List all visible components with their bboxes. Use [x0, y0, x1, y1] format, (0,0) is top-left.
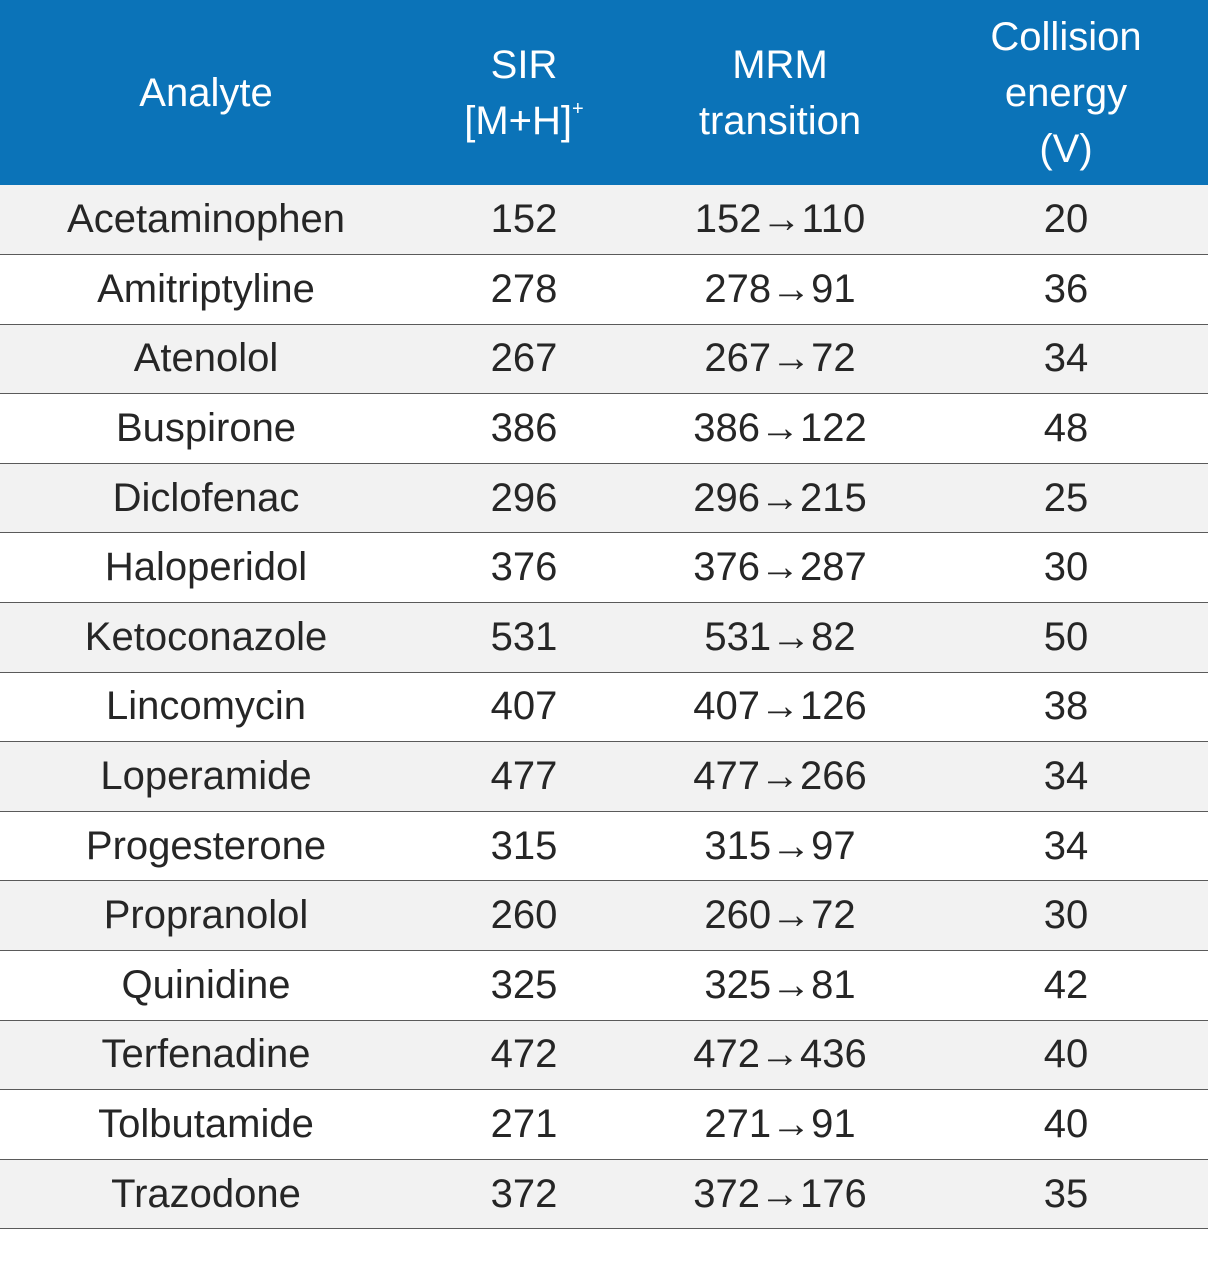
table-row	[0, 324, 1208, 394]
cell-collision-energy: 35	[924, 1159, 1208, 1229]
cell-mrm: 271→91	[636, 1090, 924, 1160]
cell-sir: 296	[412, 463, 636, 533]
cell-collision-energy: 34	[924, 324, 1208, 394]
cell-mrm: 372→176	[636, 1159, 924, 1229]
cell-analyte: Terfenadine	[0, 1020, 412, 1090]
table-row	[0, 951, 1208, 1021]
cell-mrm: 325→81	[636, 951, 924, 1021]
cell-mrm: 531→82	[636, 603, 924, 673]
cell-analyte: Propranolol	[0, 881, 412, 951]
table-row	[0, 1090, 1208, 1160]
cell-mrm: 267→72	[636, 324, 924, 394]
cell-sir: 278	[412, 255, 636, 325]
table-body	[0, 185, 1208, 1229]
header-analyte-label: Analyte	[139, 70, 273, 115]
cell-sir: 531	[412, 603, 636, 673]
cell-sir: 477	[412, 742, 636, 812]
cell-collision-energy: 30	[924, 533, 1208, 603]
table-row	[0, 672, 1208, 742]
cell-collision-energy: 50	[924, 603, 1208, 673]
cell-sir: 407	[412, 672, 636, 742]
cell-analyte: Amitriptyline	[0, 255, 412, 325]
cell-collision-energy: 34	[924, 811, 1208, 881]
cell-mrm: 315→97	[636, 811, 924, 881]
cell-analyte: Tolbutamide	[0, 1090, 412, 1160]
cell-analyte: Loperamide	[0, 742, 412, 812]
cell-analyte: Diclofenac	[0, 463, 412, 533]
header-mrm-line1: MRM	[732, 42, 828, 87]
header-ce-line3: (V)	[1039, 126, 1093, 171]
cell-collision-energy: 40	[924, 1020, 1208, 1090]
cell-collision-energy: 30	[924, 881, 1208, 951]
cell-analyte: Trazodone	[0, 1159, 412, 1229]
header-collision-energy	[924, 0, 1208, 185]
cell-mrm: 152→110	[636, 185, 924, 255]
cell-sir: 325	[412, 951, 636, 1021]
cell-collision-energy: 36	[924, 255, 1208, 325]
table-row	[0, 255, 1208, 325]
header-ce-line2: energy	[1004, 70, 1128, 115]
cell-analyte: Haloperidol	[0, 533, 412, 603]
cell-sir: 372	[412, 1159, 636, 1229]
cell-mrm: 376→287	[636, 533, 924, 603]
cell-analyte: Atenolol	[0, 324, 412, 394]
cell-collision-energy: 42	[924, 951, 1208, 1021]
cell-sir: 472	[412, 1020, 636, 1090]
cell-analyte: Ketoconazole	[0, 603, 412, 673]
header-mrm-line2: transition	[698, 98, 862, 143]
cell-collision-energy: 25	[924, 463, 1208, 533]
header-sir-ion: [M+H]	[464, 98, 573, 143]
header-ce-line1: Collision	[990, 14, 1142, 59]
cell-mrm: 472→436	[636, 1020, 924, 1090]
cell-mrm: 296→215	[636, 463, 924, 533]
cell-sir: 267	[412, 324, 636, 394]
header-mrm	[636, 0, 924, 185]
cell-mrm: 477→266	[636, 742, 924, 812]
cell-collision-energy: 48	[924, 394, 1208, 464]
cell-sir: 152	[412, 185, 636, 255]
table-row	[0, 1159, 1208, 1229]
cell-collision-energy: 40	[924, 1090, 1208, 1160]
table-row	[0, 742, 1208, 812]
header-sir-charge: +	[572, 97, 584, 120]
cell-sir: 271	[412, 1090, 636, 1160]
cell-sir: 386	[412, 394, 636, 464]
table-row	[0, 1020, 1208, 1090]
header-analyte	[0, 0, 412, 185]
table-row	[0, 185, 1208, 255]
header-sir-line2	[412, 93, 636, 149]
cell-collision-energy: 38	[924, 672, 1208, 742]
table-row	[0, 603, 1208, 673]
cell-mrm: 278→91	[636, 255, 924, 325]
table-row	[0, 881, 1208, 951]
cell-sir: 376	[412, 533, 636, 603]
header-sir-line1: SIR	[490, 42, 558, 87]
cell-analyte: Progesterone	[0, 811, 412, 881]
cell-sir: 315	[412, 811, 636, 881]
header-sir	[412, 0, 636, 185]
table-row	[0, 463, 1208, 533]
header-row	[0, 0, 1208, 185]
cell-mrm: 260→72	[636, 881, 924, 951]
cell-sir: 260	[412, 881, 636, 951]
cell-analyte: Quinidine	[0, 951, 412, 1021]
cell-mrm: 407→126	[636, 672, 924, 742]
table-row	[0, 533, 1208, 603]
cell-analyte: Acetaminophen	[0, 185, 412, 255]
table-header	[0, 0, 1208, 185]
table-row	[0, 394, 1208, 464]
cell-analyte: Lincomycin	[0, 672, 412, 742]
cell-analyte: Buspirone	[0, 394, 412, 464]
cell-collision-energy: 20	[924, 185, 1208, 255]
cell-mrm: 386→122	[636, 394, 924, 464]
table-row	[0, 811, 1208, 881]
cell-collision-energy: 34	[924, 742, 1208, 812]
